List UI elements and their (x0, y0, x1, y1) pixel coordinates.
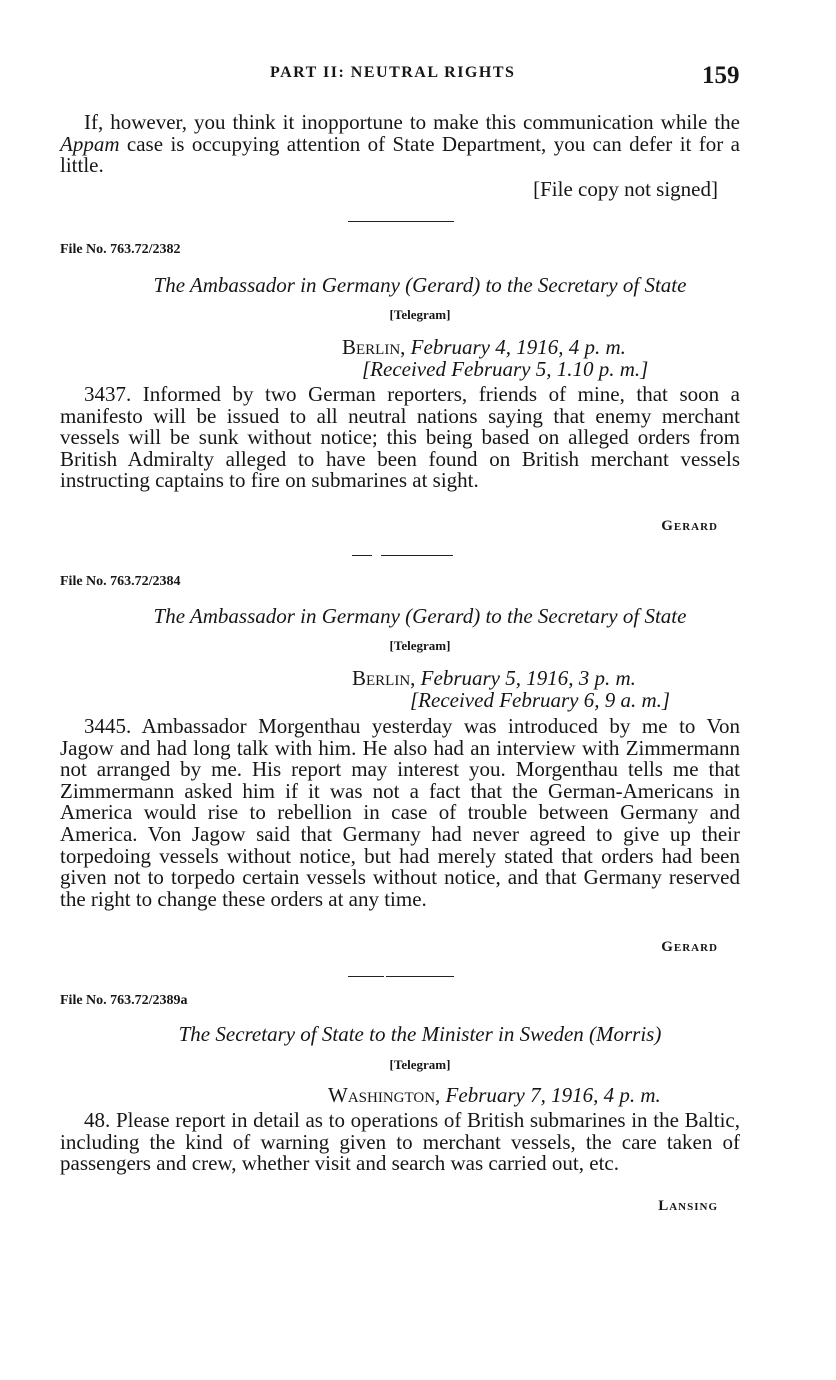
signature: Gerard (661, 518, 718, 534)
received: [Received February 6, 9 a. m.] (410, 688, 671, 712)
telegram-text: 48. Please report in detail as to operations of British submarines in the Baltic, including the kind of warning given to merchant vessels, the care taken of passengers and crew, whether visit and search was carried out, etc. (60, 1108, 740, 1176)
telegram-tag: [Telegram] (389, 638, 451, 653)
date: February 5, 1916, 3 p. m. (420, 666, 636, 690)
received-line (410, 688, 670, 713)
telegram-text: 3445. Ambassador Morgenthau yesterday was introduced by me to Von Jagow and had long talk with him. He also had an interview with Zimmermann not arranged by me. His report may interest you. Morgenthau tells me that Zimmermann asked him if it was not a fact that the German-Americans in America would rise to rebellion in case of trouble between Germany and America. Von Jagow said that Germany had never agreed to give up their torpedoing vessels without notice, but had merely stated that orders had been given not to torpedo certain vessels without notice, and that Germany reserved the right to change these orders at any time. (60, 714, 740, 911)
section-divider (348, 976, 384, 977)
file-number: File No. 763.72/2389a (60, 993, 188, 1008)
intro-paragraph (60, 112, 740, 177)
running-header: PART II: NEUTRAL RIGHTS (270, 64, 516, 81)
ship-name: Appam (60, 131, 120, 156)
telegram-body (60, 716, 740, 910)
document-title: The Ambassador in Germany (Gerard) to the Secretary of State (153, 604, 687, 628)
date: February 7, 1916, 4 p. m. (445, 1083, 661, 1107)
date: February 4, 1916, 4 p. m. (410, 335, 626, 359)
file-copy-note: [File copy not signed] (533, 177, 718, 201)
section-divider (381, 555, 453, 556)
telegram-body (60, 384, 740, 492)
file-number: File No. 763.72/2382 (60, 242, 181, 257)
telegram-text: 3437. Informed by two German reporters, friends of mine, that soon a manifesto will be issued to all neutral nations saying that enemy merchant vessels will be sunk without notice; this being based on alleged orders from British Admiralty alleged to have been found on British merchant vessels instructing captains to fire on submarines at sight. (60, 382, 740, 493)
dateline (328, 1083, 661, 1108)
telegram-tag: [Telegram] (389, 1057, 451, 1072)
received-line (362, 357, 648, 382)
place: Berlin, (352, 666, 416, 690)
place: Berlin, (342, 335, 406, 359)
section-divider (386, 976, 454, 977)
section-divider (352, 555, 372, 556)
place: Washington, (328, 1083, 441, 1107)
section-divider (348, 221, 454, 222)
signature: Gerard (661, 939, 718, 955)
document-title: The Secretary of State to the Minister in Sweden (Morris) (178, 1022, 662, 1046)
signature: Lansing (658, 1198, 718, 1214)
telegram-body (60, 1110, 740, 1175)
intro-text-before: If, however, you think it inopportune to make this communication while the (84, 110, 740, 134)
document-title: The Ambassador in Germany (Gerard) to the Secretary of State (153, 273, 687, 297)
received: [Received February 5, 1.10 p. m.] (362, 357, 649, 381)
telegram-tag: [Telegram] (389, 307, 451, 322)
file-number: File No. 763.72/2384 (60, 574, 181, 589)
intro-text-after: case is occupying attention of State Department, you can defer it for a little. (60, 131, 740, 178)
page-number: 159 (702, 62, 740, 89)
